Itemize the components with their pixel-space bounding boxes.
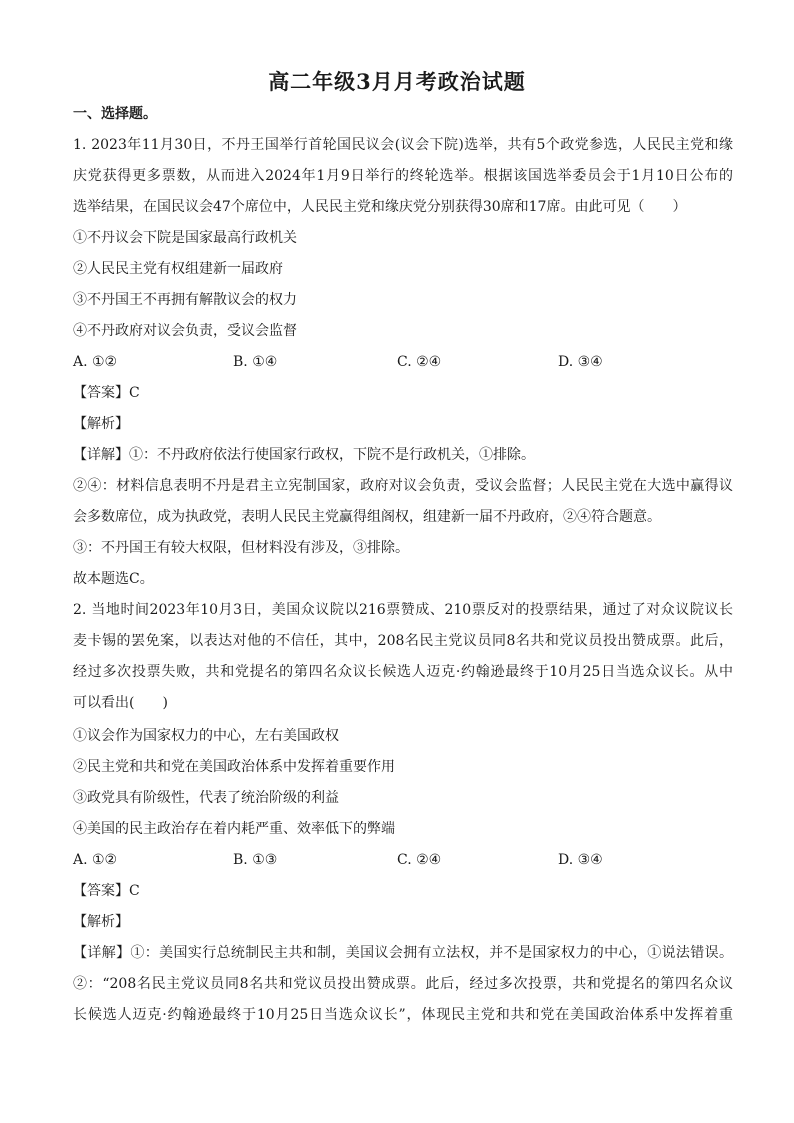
q2-statement: ①议会作为国家权力的中心，左右美国政权 — [73, 728, 339, 744]
q1-detail-line: 故本题选C。 — [73, 571, 154, 587]
q2-analysis-label: 【解析】 — [73, 914, 129, 930]
q1-stem-line: 1. 2023年11月30日，不丹王国举行首轮国民议会(议会下院)选举，共有5个政党参选，人民民主党和缘 — [73, 137, 733, 153]
q2-option-c: C. ②④ — [397, 852, 442, 868]
q1-option-d: D. ③④ — [558, 354, 603, 370]
q2-option-a: A. ①② — [73, 852, 118, 868]
q1-detail-line: 会多数席位，成为执政党，表明人民民主党赢得组阁权，组建新一届不丹政府，②④符合题意。 — [73, 509, 661, 525]
q1-statement: ③不丹国王不再拥有解散议会的权力 — [73, 292, 297, 308]
q1-detail-line: ③：不丹国王有较大权限，但材料没有涉及，③排除。 — [73, 540, 409, 556]
q2-answer: 【答案】C — [73, 883, 140, 899]
q1-option-b: B. ①④ — [233, 354, 278, 370]
q2-detail-line: 【详解】①：美国实行总统制民主共和制，美国议会拥有立法权，并不是国家权力的中心，①说法错误。 — [73, 945, 733, 961]
q1-option-c: C. ②④ — [397, 354, 442, 370]
q2-stem-line: 经过多次投票失败，共和党提名的第四名众议长候选人迈克·约翰逊最终于10月25日当选众议长。从中 — [73, 664, 733, 680]
section-heading: 一、选择题。 — [73, 106, 157, 122]
q1-analysis-label: 【解析】 — [73, 416, 129, 432]
q1-statement: ④不丹政府对议会负责，受议会监督 — [73, 323, 297, 339]
q2-stem-line: 2. 当地时间2023年10月3日，美国众议院以216票赞成、210票反对的投票结果，通过了对众议院议长 — [73, 602, 733, 618]
q1-statement: ①不丹议会下院是国家最高行政机关 — [73, 230, 297, 246]
q2-statement: ④美国的民主政治存在着内耗严重、效率低下的弊端 — [73, 821, 395, 837]
q1-detail-line: ②④：材料信息表明不丹是君主立宪制国家，政府对议会负责，受议会监督；人民民主党在大选中赢得议 — [73, 478, 733, 494]
q1-detail-line: 【详解】①：不丹政府依法行使国家行政权，下院不是行政机关，①排除。 — [73, 447, 535, 463]
q2-detail-line: ②：“208名民主党议员同8名共和党议员投出赞成票。此后，经过多次投票，共和党提名的第四名众议 — [73, 976, 733, 992]
q1-option-a: A. ①② — [73, 354, 118, 370]
q2-statement: ②民主党和共和党在美国政治体系中发挥着重要作用 — [73, 759, 395, 775]
q2-detail-line: 长候选人迈克·约翰逊最终于10月25日当选众议长”，体现民主党和共和党在美国政治体系中发挥着重 — [73, 1007, 733, 1023]
q2-stem-line: 可以看出( ) — [73, 695, 168, 711]
page-title: 高二年级3月月考政治试题 — [268, 69, 526, 94]
q1-stem-line: 庆党获得更多票数，从而进入2024年1月9日举行的终轮选举。根据该国选举委员会于1月10日公布的 — [73, 168, 733, 184]
q2-statement: ③政党具有阶级性，代表了统治阶级的利益 — [73, 790, 339, 806]
q2-option-d: D. ③④ — [558, 852, 603, 868]
q1-stem-line: 选举结果，在国民议会47个席位中，人民民主党和缘庆党分别获得30席和17席。由此可见（ ） — [73, 199, 687, 215]
q2-stem-line: 麦卡锡的罢免案，以表达对他的不信任，其中，208名民主党议员同8名共和党议员投出赞成票。此后， — [73, 633, 733, 649]
q1-statement: ②人民民主党有权组建新一届政府 — [73, 261, 283, 277]
q2-option-b: B. ①③ — [233, 852, 278, 868]
q1-answer: 【答案】C — [73, 385, 140, 401]
